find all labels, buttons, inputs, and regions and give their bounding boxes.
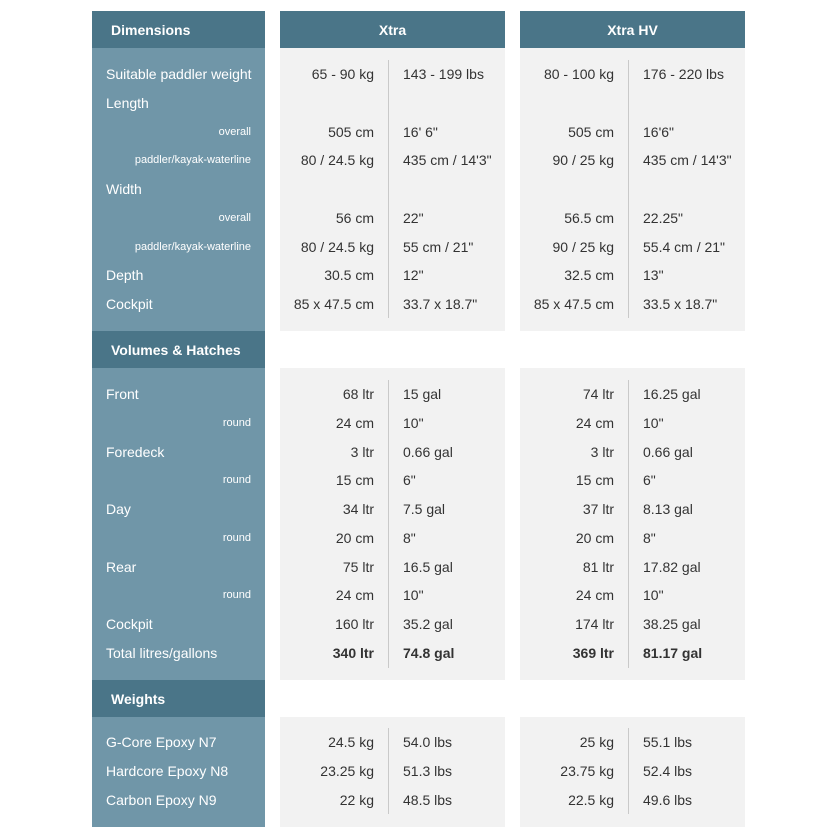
row-sublabel: overall bbox=[218, 211, 251, 224]
xtra-hv-imperial-value: 55.4 cm / 21" bbox=[643, 238, 726, 255]
row-label: Width bbox=[106, 181, 142, 197]
row-label: Front bbox=[106, 386, 139, 402]
xtra-hv-metric-value: 90 / 25 kg bbox=[552, 152, 614, 169]
xtra-hv-metric-value: 37 ltr bbox=[582, 501, 614, 517]
xtra-dimensions-divider bbox=[388, 60, 389, 318]
dimensions-header bbox=[92, 11, 265, 48]
xtra-hv-metric-value: 80 - 100 kg bbox=[543, 66, 614, 82]
xtra-hv-metric-value: 24 cm bbox=[575, 587, 614, 604]
xtra-imperial-value: 435 cm / 14'3" bbox=[403, 152, 492, 169]
xtra-hv-dimensions-panel bbox=[520, 48, 745, 331]
xtra-hv-imperial-value: 52.4 lbs bbox=[643, 763, 693, 779]
volumes-header bbox=[92, 331, 265, 368]
xtra-metric-value: 68 ltr bbox=[342, 386, 374, 402]
xtra-hv-imperial-value: 81.17 gal bbox=[643, 644, 703, 661]
xtra-hv-dimensions-divider bbox=[628, 60, 629, 318]
xtra-imperial-value: 48.5 lbs bbox=[403, 792, 453, 808]
xtra-dimensions-panel bbox=[280, 48, 505, 331]
row-sublabel: paddler/kayak-waterline bbox=[134, 154, 251, 167]
xtra-metric-value: 340 ltr bbox=[332, 644, 374, 661]
xtra-weights-divider bbox=[388, 728, 389, 814]
xtra-hv-imperial-value: 10" bbox=[643, 587, 664, 604]
row-label: Day bbox=[106, 501, 131, 517]
row-label: Depth bbox=[106, 267, 144, 284]
row-label: Hardcore Epoxy N8 bbox=[106, 763, 229, 779]
xtra-imperial-value: 10" bbox=[403, 587, 424, 604]
row-label: Total litres/gallons bbox=[106, 644, 218, 661]
xtra-hv-imperial-value: 49.6 lbs bbox=[643, 792, 693, 808]
xtra-hv-imperial-value: 38.25 gal bbox=[643, 616, 701, 632]
xtra-imperial-value: 6" bbox=[403, 472, 416, 489]
xtra-hv-metric-value: 85 x 47.5 cm bbox=[533, 296, 614, 312]
xtra-imperial-value: 51.3 lbs bbox=[403, 763, 453, 779]
xtra-hv-imperial-value: 10" bbox=[643, 414, 664, 431]
xtra-volumes-divider bbox=[388, 380, 389, 668]
row-sublabel: overall bbox=[218, 125, 251, 138]
xtra-hv-weights-divider bbox=[628, 728, 629, 814]
row-sublabel: paddler/kayak-waterline bbox=[134, 240, 251, 253]
xtra-imperial-value: 22" bbox=[403, 209, 424, 226]
xtra-hv-imperial-value: 6" bbox=[643, 472, 656, 489]
xtra-hv-imperial-value: 17.82 gal bbox=[643, 558, 701, 575]
xtra-hv-metric-value: 174 ltr bbox=[575, 616, 614, 632]
xtra-hv-volumes-panel bbox=[520, 368, 745, 680]
xtra-metric-value: 505 cm bbox=[328, 123, 374, 140]
xtra-imperial-value: 55 cm / 21" bbox=[403, 238, 474, 255]
xtra-metric-value: 3 ltr bbox=[350, 443, 374, 460]
xtra-imperial-value: 16' 6" bbox=[403, 123, 438, 140]
xtra-imperial-value: 33.7 x 18.7" bbox=[403, 296, 478, 312]
xtra-volumes-panel bbox=[280, 368, 505, 680]
xtra-imperial-value: 8" bbox=[403, 529, 416, 546]
xtra-hv-imperial-value: 33.5 x 18.7" bbox=[643, 296, 718, 312]
row-label: Carbon Epoxy N9 bbox=[106, 792, 217, 808]
xtra-hv-metric-value: 81 ltr bbox=[582, 558, 614, 575]
xtra-metric-value: 20 cm bbox=[335, 529, 374, 546]
volumes-header-text: Volumes & Hatches bbox=[111, 341, 241, 358]
xtra-metric-value: 65 - 90 kg bbox=[311, 66, 374, 82]
row-sublabel: round bbox=[222, 474, 251, 487]
row-label: Rear bbox=[106, 558, 137, 575]
row-label: G-Core Epoxy N7 bbox=[106, 734, 217, 750]
xtra-metric-value: 34 ltr bbox=[342, 501, 374, 517]
xtra-imperial-value: 143 - 199 lbs bbox=[403, 66, 484, 82]
xtra-hv-metric-value: 15 cm bbox=[575, 472, 614, 489]
xtra-metric-value: 75 ltr bbox=[342, 558, 374, 575]
xtra-hv-metric-value: 22.5 kg bbox=[568, 792, 614, 808]
xtra-metric-value: 15 cm bbox=[335, 472, 374, 489]
xtra-metric-value: 22 kg bbox=[339, 792, 374, 808]
xtra-imperial-value: 0.66 gal bbox=[403, 443, 453, 460]
row-label: Cockpit bbox=[106, 616, 153, 632]
xtra-imperial-value: 10" bbox=[403, 414, 424, 431]
xtra-imperial-value: 54.0 lbs bbox=[403, 734, 453, 750]
row-label: Suitable paddler weight bbox=[106, 66, 252, 82]
xtra-hv-imperial-value: 22.25" bbox=[643, 209, 684, 226]
xtra-hv-imperial-value: 8.13 gal bbox=[643, 501, 693, 517]
xtra-hv-metric-value: 90 / 25 kg bbox=[552, 238, 614, 255]
xtra-imperial-value: 15 gal bbox=[403, 386, 442, 402]
xtra-hv-imperial-value: 435 cm / 14'3" bbox=[643, 152, 732, 169]
weights-header bbox=[92, 680, 265, 717]
dimensions-header-text: Dimensions bbox=[111, 21, 191, 38]
xtra-hv-metric-value: 505 cm bbox=[568, 123, 614, 140]
xtra-metric-value: 80 / 24.5 kg bbox=[300, 238, 374, 255]
column-header-xtra-text: Xtra bbox=[378, 21, 407, 38]
xtra-hv-metric-value: 3 ltr bbox=[590, 443, 614, 460]
row-sublabel: round bbox=[222, 589, 251, 602]
column-header-xtra bbox=[280, 11, 505, 48]
xtra-imperial-value: 16.5 gal bbox=[403, 558, 453, 575]
xtra-hv-metric-value: 25 kg bbox=[579, 734, 614, 750]
xtra-metric-value: 160 ltr bbox=[335, 616, 374, 632]
row-label: Length bbox=[106, 94, 149, 111]
xtra-hv-metric-value: 32.5 cm bbox=[564, 267, 614, 284]
xtra-hv-imperial-value: 13" bbox=[643, 267, 664, 284]
row-label: Foredeck bbox=[106, 443, 165, 460]
xtra-weights-panel bbox=[280, 717, 505, 827]
xtra-imperial-value: 35.2 gal bbox=[403, 616, 453, 632]
xtra-hv-imperial-value: 8" bbox=[643, 529, 656, 546]
xtra-hv-metric-value: 20 cm bbox=[575, 529, 614, 546]
xtra-hv-imperial-value: 16.25 gal bbox=[643, 386, 701, 402]
xtra-hv-imperial-value: 16'6" bbox=[643, 123, 675, 140]
xtra-hv-imperial-value: 176 - 220 lbs bbox=[643, 66, 724, 82]
xtra-metric-value: 30.5 cm bbox=[324, 267, 374, 284]
weights-header-text: Weights bbox=[111, 690, 166, 707]
column-header-xtra-hv-text: Xtra HV bbox=[607, 21, 658, 38]
xtra-hv-weights-panel bbox=[520, 717, 745, 827]
xtra-hv-metric-value: 23.75 kg bbox=[560, 763, 614, 779]
xtra-imperial-value: 7.5 gal bbox=[403, 501, 446, 517]
row-label: Cockpit bbox=[106, 296, 153, 312]
xtra-metric-value: 23.25 kg bbox=[320, 763, 374, 779]
xtra-imperial-value: 12" bbox=[403, 267, 424, 284]
xtra-metric-value: 24.5 kg bbox=[328, 734, 374, 750]
xtra-imperial-value: 74.8 gal bbox=[403, 644, 455, 661]
xtra-metric-value: 24 cm bbox=[335, 414, 374, 431]
xtra-hv-volumes-divider bbox=[628, 380, 629, 668]
xtra-metric-value: 24 cm bbox=[335, 587, 374, 604]
xtra-hv-imperial-value: 0.66 gal bbox=[643, 443, 693, 460]
xtra-metric-value: 56 cm bbox=[335, 209, 374, 226]
xtra-hv-metric-value: 369 ltr bbox=[572, 644, 614, 661]
xtra-metric-value: 80 / 24.5 kg bbox=[300, 152, 374, 169]
xtra-hv-metric-value: 24 cm bbox=[575, 414, 614, 431]
column-header-xtra-hv bbox=[520, 11, 745, 48]
row-sublabel: round bbox=[222, 416, 251, 429]
xtra-metric-value: 85 x 47.5 cm bbox=[293, 296, 374, 312]
xtra-hv-metric-value: 74 ltr bbox=[582, 386, 614, 402]
row-sublabel: round bbox=[222, 531, 251, 544]
xtra-hv-metric-value: 56.5 cm bbox=[564, 209, 614, 226]
xtra-hv-imperial-value: 55.1 lbs bbox=[643, 734, 693, 750]
